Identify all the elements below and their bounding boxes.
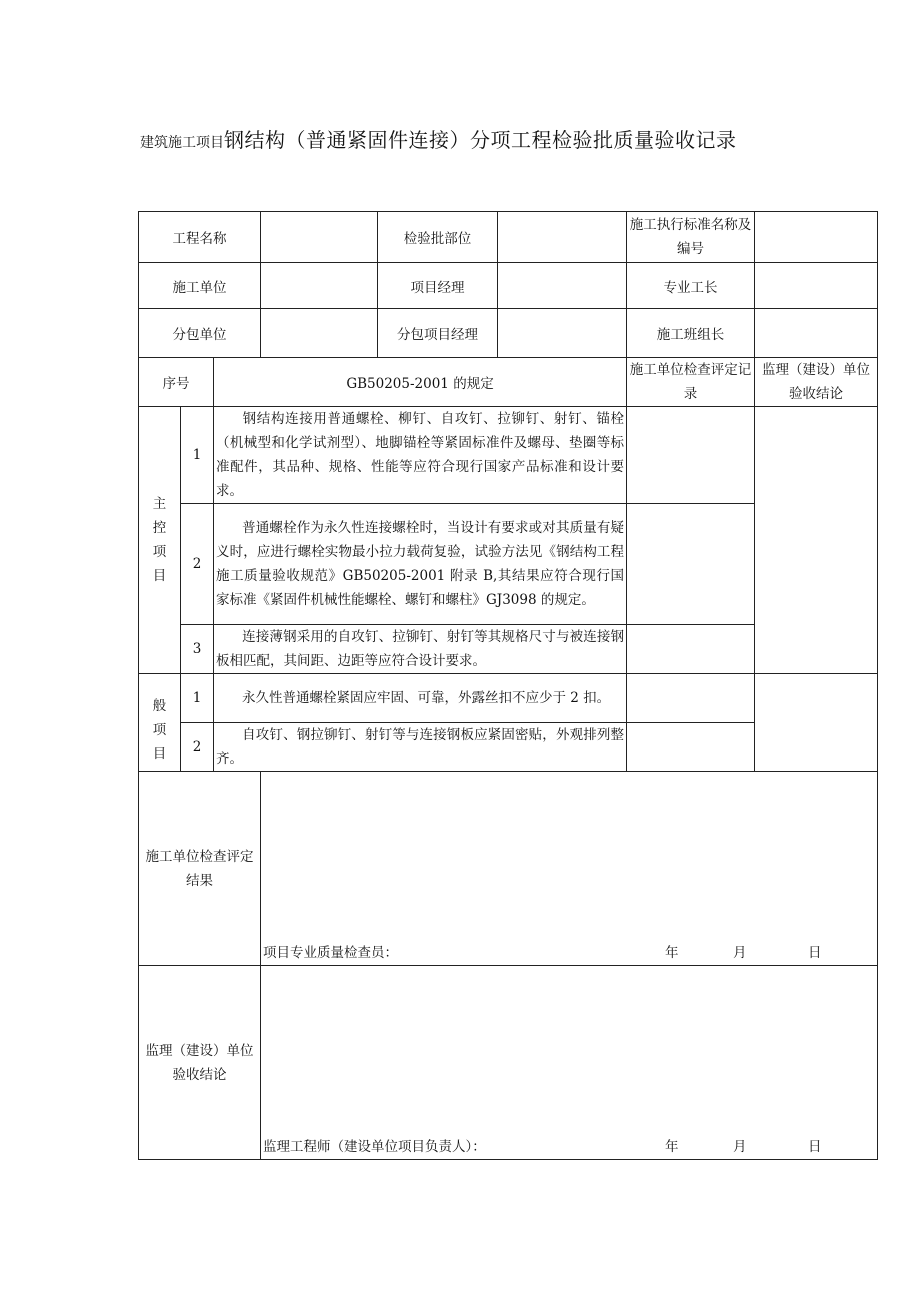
contractor-record-cell[interactable] xyxy=(627,407,755,504)
seq-header: 序号 xyxy=(139,358,214,407)
contractor-label: 施工单位 xyxy=(139,263,261,309)
contractor-result-label: 施工单位检查评定结果 xyxy=(139,772,261,966)
item-number: 2 xyxy=(181,504,214,625)
column-header-row xyxy=(139,358,878,407)
title-prefix: 建筑施工项目 xyxy=(140,135,224,151)
project-name-value[interactable] xyxy=(261,212,378,263)
signer-label: 项目专业质量检查员： xyxy=(263,945,399,961)
project-manager-label: 项目经理 xyxy=(378,263,498,309)
standard-value[interactable] xyxy=(755,212,878,263)
main-control-row-1 xyxy=(139,407,878,504)
item-number: 3 xyxy=(181,625,214,674)
contractor-record-cell[interactable] xyxy=(627,504,755,625)
inspection-record-table xyxy=(138,211,878,1160)
contractor-value[interactable] xyxy=(261,263,378,309)
rule-header: GB50205-2001 的规定 xyxy=(214,358,627,407)
contractor-record-cell[interactable] xyxy=(627,674,755,723)
item-requirement: 自攻钉、钢拉铆钉、射钉等与连接钢板应紧固密贴，外观排列整齐。 xyxy=(214,723,627,772)
contractor-record-cell[interactable] xyxy=(627,625,755,674)
title-main: 钢结构（普通紧固件连接）分项工程检验批质量验收记录 xyxy=(224,128,737,152)
signer-label: 监理工程师（建设单位项目负责人）： xyxy=(263,1139,486,1155)
year-label: 年 xyxy=(665,945,679,961)
month-label: 月 xyxy=(733,945,747,961)
batch-location-value[interactable] xyxy=(498,212,627,263)
header-row-2 xyxy=(139,263,878,309)
day-label: 日 xyxy=(808,945,822,961)
supervisor-result-sign-cell[interactable] xyxy=(261,966,878,1160)
sub-project-manager-label: 分包项目经理 xyxy=(378,309,498,358)
subcontractor-value[interactable] xyxy=(261,309,378,358)
standard-label: 施工执行标准名称及编号 xyxy=(627,212,755,263)
contractor-record-header: 施工单位检查评定记录 xyxy=(627,358,755,407)
subcontractor-label: 分包单位 xyxy=(139,309,261,358)
year-label: 年 xyxy=(665,1139,679,1155)
item-requirement: 连接薄钢采用的自攻钉、拉铆钉、射钉等其规格尺寸与被连接钢板相匹配，其间距、边距等应符合设计要求。 xyxy=(214,625,627,674)
signature-line xyxy=(263,1137,877,1157)
project-manager-value[interactable] xyxy=(498,263,627,309)
signature-line xyxy=(263,943,877,963)
general-row-1 xyxy=(139,674,878,723)
foreman-value[interactable] xyxy=(755,263,878,309)
header-row-1 xyxy=(139,212,878,263)
item-number: 2 xyxy=(181,723,214,772)
header-row-3 xyxy=(139,309,878,358)
document-title xyxy=(140,124,737,153)
project-name-label: 工程名称 xyxy=(139,212,261,263)
item-requirement: 永久性普通螺栓紧固应牢固、可靠，外露丝扣不应少于 2 扣。 xyxy=(214,674,627,723)
team-leader-value[interactable] xyxy=(755,309,878,358)
item-number: 1 xyxy=(181,407,214,504)
foreman-label: 专业工长 xyxy=(627,263,755,309)
supervisor-result-label: 监理（建设）单位验收结论 xyxy=(139,966,261,1160)
supervisor-conclusion-cell[interactable] xyxy=(755,407,878,674)
contractor-record-cell[interactable] xyxy=(627,723,755,772)
team-leader-label: 施工班组长 xyxy=(627,309,755,358)
item-requirement: 普通螺栓作为永久性连接螺栓时，当设计有要求或对其质量有疑义时，应进行螺栓实物最小拉力载荷复验，试验方法见《钢结构工程施工质量验收规范》GB50205-2001 附录 B,其结果应符合现行国家标准《紧固件机械性能螺栓、螺钉和螺柱》GJ3098 的规定。 xyxy=(214,504,627,625)
supervisor-result-row xyxy=(139,966,878,1160)
batch-location-label: 检验批部位 xyxy=(378,212,498,263)
main-control-group-label: 主 控 项 目 xyxy=(139,407,181,674)
day-label: 日 xyxy=(808,1139,822,1155)
contractor-result-sign-cell[interactable] xyxy=(261,772,878,966)
item-number: 1 xyxy=(181,674,214,723)
contractor-result-row xyxy=(139,772,878,966)
sub-project-manager-value[interactable] xyxy=(498,309,627,358)
supervisor-conclusion-header: 监理（建设）单位验收结论 xyxy=(755,358,878,407)
general-group-label: 般 项 目 xyxy=(139,674,181,772)
supervisor-conclusion-cell[interactable] xyxy=(755,674,878,772)
month-label: 月 xyxy=(733,1139,747,1155)
item-requirement: 钢结构连接用普通螺栓、柳钉、自攻钉、拉铆钉、射钉、锚栓（机械型和化学试剂型）、地脚锚栓等紧固标准件及螺母、垫圈等标准配件，其品种、规格、性能等应符合现行国家产品标准和设计要求。 xyxy=(214,407,627,504)
